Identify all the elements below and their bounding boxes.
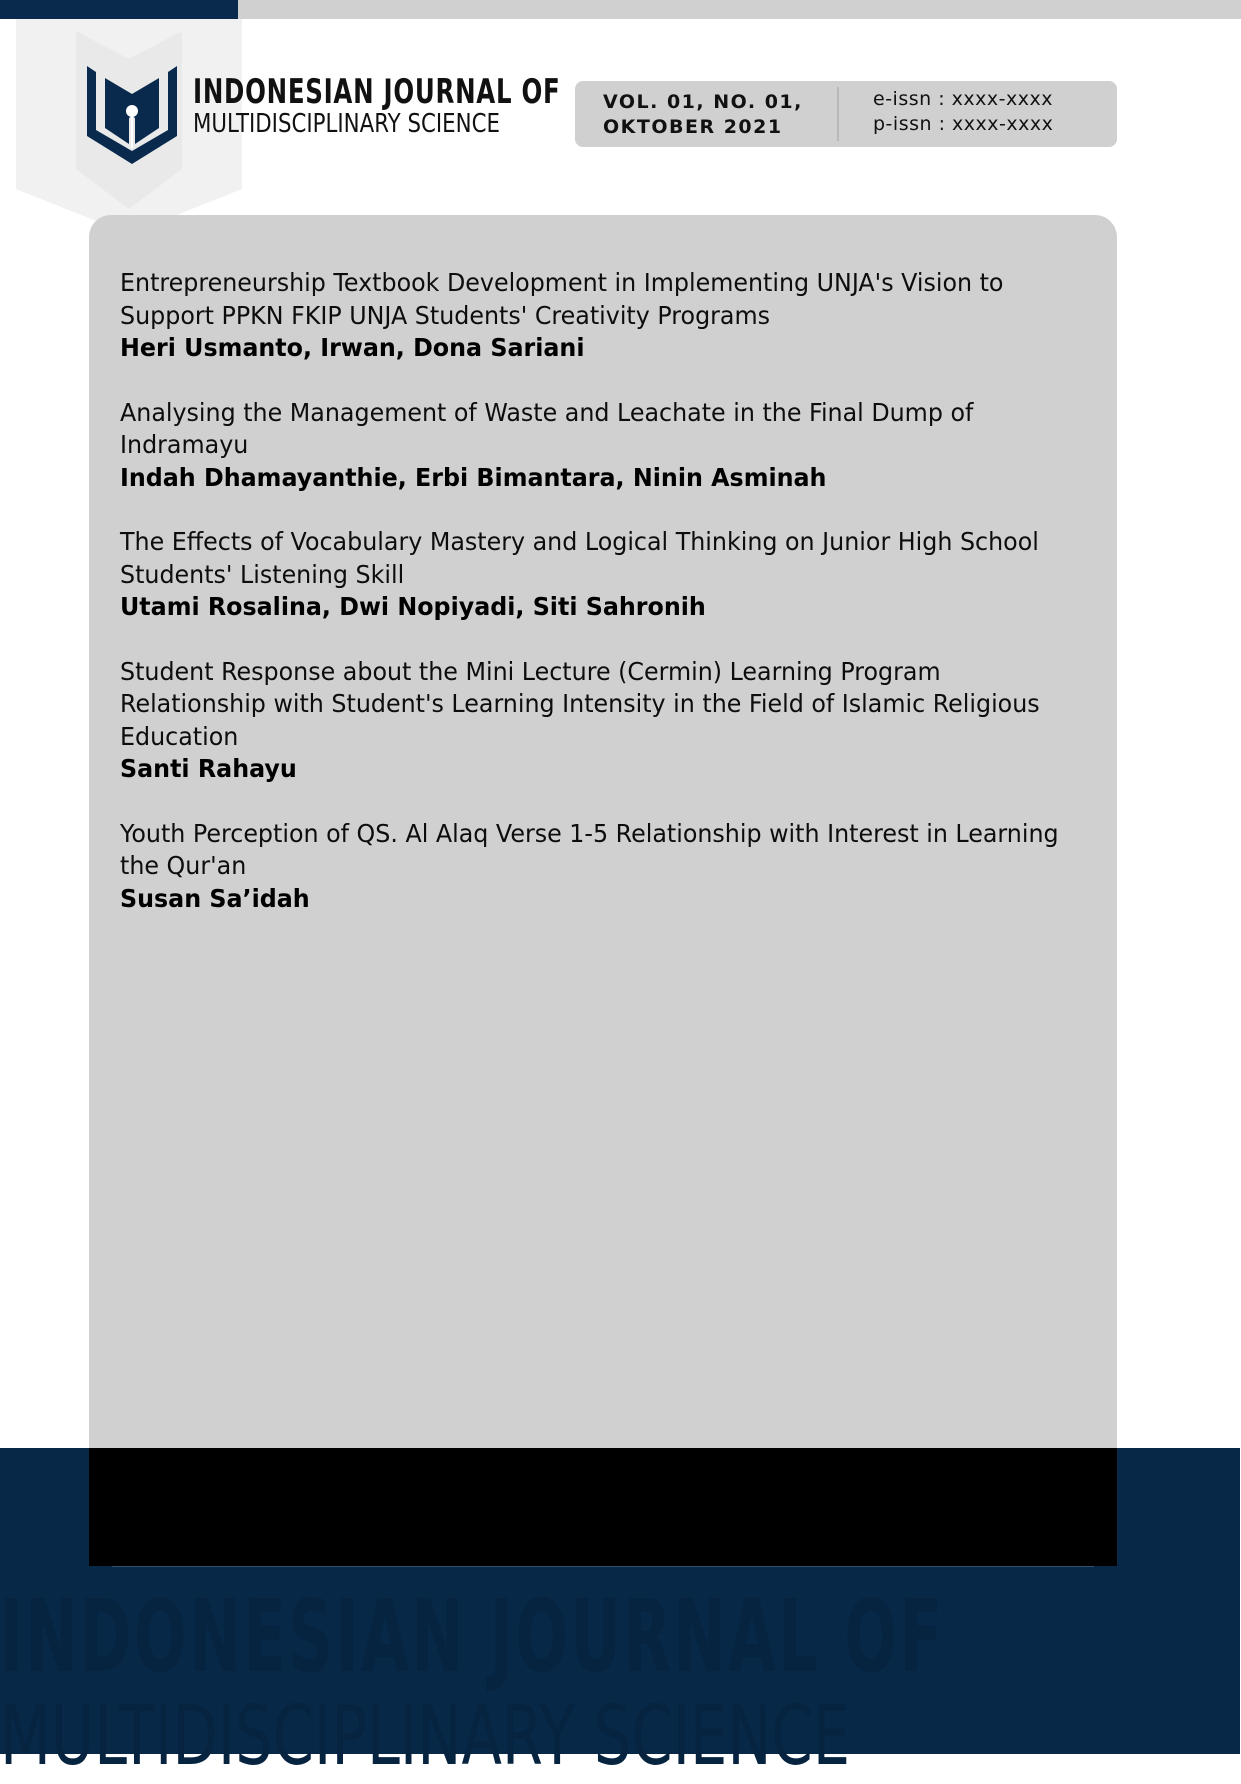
volume-line2: OKTOBER 2021	[603, 116, 783, 138]
article-title: The Effects of Vocabulary Mastery and Logical Thinking on Junior High School Students' Listening Skill	[120, 527, 1039, 589]
article-list	[120, 267, 1090, 947]
footer-watermark-line1: INDONESIAN JOURNAL OF	[0, 1578, 945, 1695]
issn-info	[873, 87, 1053, 137]
volume-line1: VOL. 01, NO. 01,	[603, 91, 803, 113]
issue-divider	[837, 87, 839, 141]
book-pen-shield-icon	[87, 66, 177, 164]
article-authors: Susan Sa’idah	[120, 883, 310, 913]
journal-title-line2: MULTIDISCIPLINARY SCIENCE	[193, 109, 500, 139]
article-authors: Indah Dhamayanthie, Erbi Bimantara, Ninin Asminah	[120, 462, 827, 492]
article-title: Analysing the Management of Waste and Leachate in the Final Dump of Indramayu	[120, 397, 974, 459]
top-bar-gray	[238, 0, 1241, 19]
article-authors: Heri Usmanto, Irwan, Dona Sariani	[120, 333, 585, 362]
volume-info	[603, 90, 803, 140]
footer-black-box	[89, 1448, 1117, 1566]
issue-info-box	[575, 81, 1117, 147]
article-entry	[120, 818, 1090, 916]
p-issn: p-issn : xxxx-xxxx	[873, 113, 1054, 135]
footer-divider	[112, 1566, 1094, 1567]
article-entry	[120, 397, 1090, 495]
article-title: Youth Perception of QS. Al Alaq Verse 1-5 Relationship with Interest in Learning the Qur'an	[120, 818, 1059, 880]
top-bar-navy	[0, 0, 238, 19]
article-entry	[120, 267, 1090, 365]
table-of-contents-panel	[89, 215, 1117, 1448]
article-title: Student Response about the Mini Lecture (Cermin) Learning Program Relationship with Student's Learning Intensity in the Field of Islamic Religious Education	[120, 656, 1040, 751]
article-authors: Santi Rahayu	[120, 754, 297, 783]
e-issn: e-issn : xxxx-xxxx	[873, 88, 1053, 110]
article-entry	[120, 656, 1090, 786]
journal-title-line1: INDONESIAN JOURNAL OF	[193, 72, 561, 112]
article-title: Entrepreneurship Textbook Development in Implementing UNJA's Vision to Support PPKN FKIP UNJA Students' Creativity Programs	[120, 268, 1004, 330]
article-authors: Utami Rosalina, Dwi Nopiyadi, Siti Sahronih	[120, 592, 706, 621]
article-entry	[120, 526, 1090, 624]
footer-watermark-line2: MULTIDISCIPLINARY SCIENCE	[0, 1689, 851, 1784]
footer-watermark-title	[0, 1578, 1241, 1784]
